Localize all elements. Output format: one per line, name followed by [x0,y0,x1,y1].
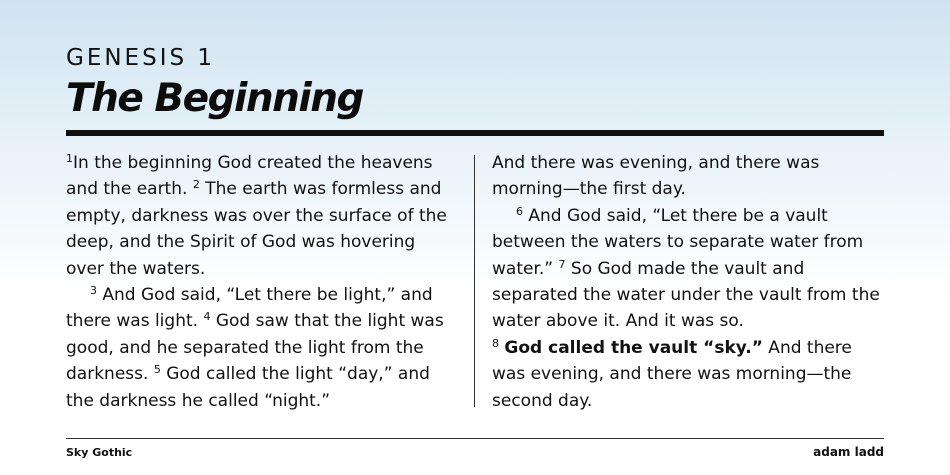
verse-6: And God said, “Let there be a vault between the waters to separate water from water.” [492,205,864,279]
header-rule [66,130,884,136]
verse-4: God saw that the light was good, and he separated the light from the darkness. [66,311,444,385]
paragraph-3 [492,150,884,203]
verse-5-continued: And there was evening, and there was morning—the first day. [492,153,820,200]
verse-1: In the beginning God created the heavens and the earth. [66,153,433,200]
paragraph-5 [492,335,884,414]
page-title: The Beginning [66,76,363,121]
verse-number: 5 [153,363,161,377]
verse-number: 7 [558,257,566,271]
paragraph-4 [492,203,884,335]
paragraph-2 [66,282,458,414]
text-column-right [492,150,884,414]
designer-credit: adam ladd [813,445,884,459]
verse-8-bold: God called the vault “sky.” [504,337,763,358]
footer-rule [66,438,884,439]
verse-number: 3 [90,284,97,298]
verse-number: 1 [66,152,73,165]
page-header [66,44,363,124]
verse-number: 6 [516,204,523,218]
verse-number: 8 [492,336,499,350]
chapter-heading: GENESIS 1 [66,45,216,71]
verse-2: The earth was formless and empty, darkness was over the surface of the deep, and the Spirit of God was hovering over the waters. [66,179,447,279]
verse-8: And there was evening, and there was morning—the second day. [492,337,852,411]
text-column-left [66,150,458,414]
verse-number: 2 [192,178,200,192]
column-divider [474,155,475,407]
verse-3: And God said, “Let there be light,” and there was light. [66,285,433,332]
verse-5: God called the light “day,” and the darkness he called “night.” [66,364,430,411]
paragraph-1 [66,150,458,282]
verse-number: 4 [203,310,211,324]
font-name-label: Sky Gothic [66,446,133,459]
verse-7: So God made the vault and separated the water under the vault from the water above it. And it was so. [492,258,880,332]
